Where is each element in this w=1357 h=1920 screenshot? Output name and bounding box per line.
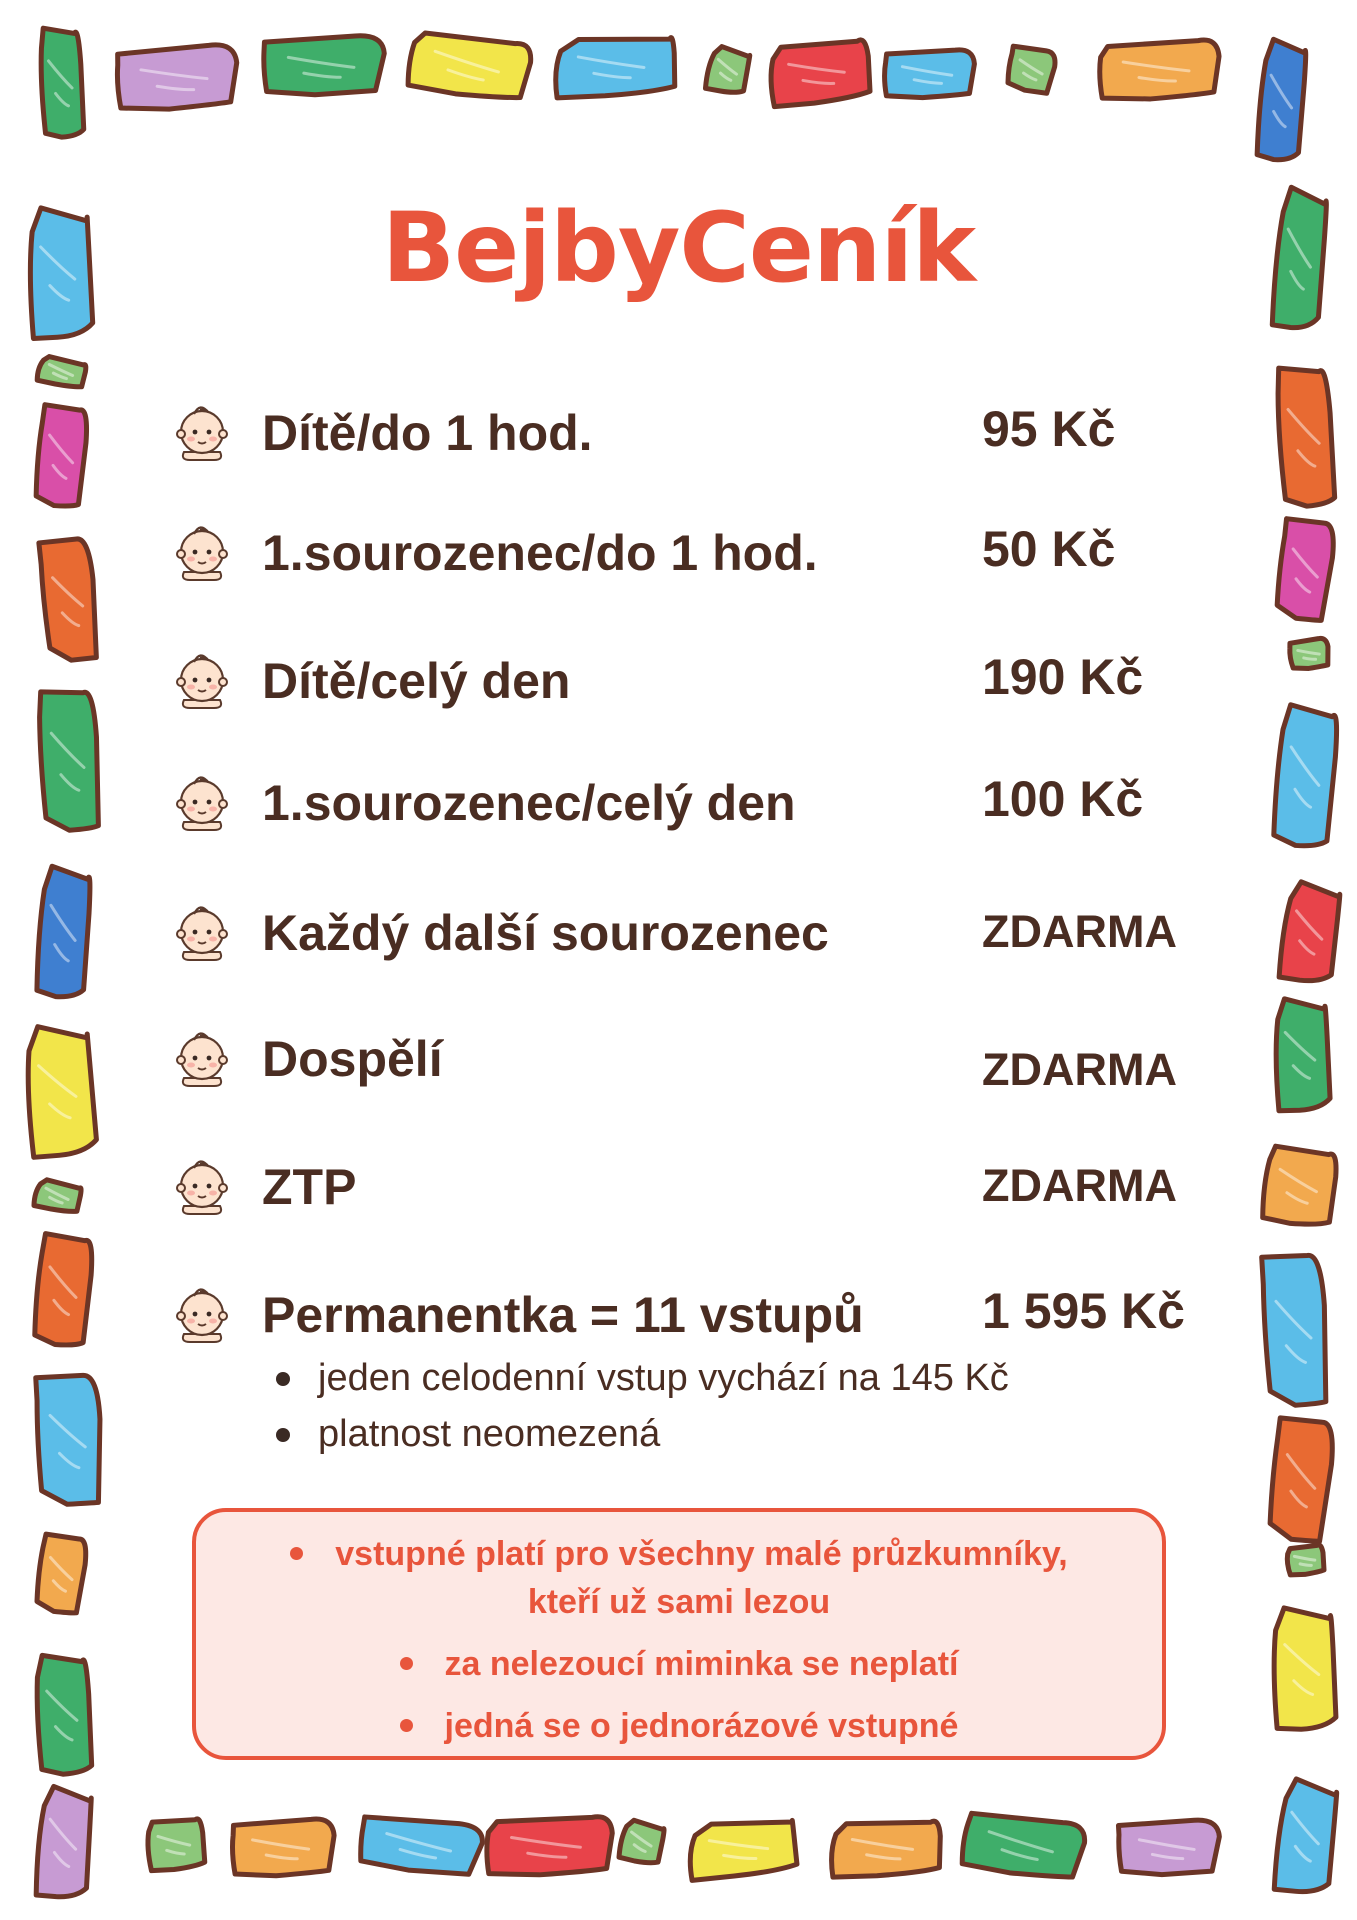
price-row-value: 95 Kč — [982, 401, 1116, 457]
bullet-icon — [276, 1428, 290, 1442]
stone-decoration — [230, 1817, 337, 1880]
list-item — [270, 1350, 1009, 1406]
stone-decoration — [1260, 1253, 1331, 1407]
stone-decoration — [36, 688, 102, 832]
price-row-label: Permanentka = 11 vstupů — [262, 1287, 864, 1343]
stone-decoration — [38, 26, 86, 139]
stone-decoration — [829, 1817, 943, 1879]
stone-decoration — [35, 404, 89, 507]
note-text: vstupné platí pro všechny malé průzkumníky, — [335, 1535, 1068, 1573]
price-row-label: 1.sourozenec/celý den — [262, 775, 796, 831]
price-row — [170, 1146, 1180, 1226]
baby-face-icon — [170, 900, 234, 964]
baby-face-icon — [170, 770, 234, 834]
stone-decoration — [485, 1814, 615, 1879]
price-row-label: ZTP — [262, 1159, 357, 1215]
stone-decoration — [407, 32, 532, 100]
price-row — [170, 892, 1180, 972]
stone-decoration — [1288, 637, 1331, 671]
stone-decoration — [359, 1817, 483, 1875]
stone-decoration — [1117, 1819, 1221, 1878]
stone-decoration — [1273, 997, 1331, 1112]
stone-decoration — [35, 1374, 105, 1505]
stone-decoration — [705, 45, 751, 95]
stone-decoration — [1256, 39, 1307, 162]
stone-decoration — [883, 48, 977, 100]
detail-text: jeden celodenní vstup vychází na 145 Kč — [318, 1357, 1009, 1399]
bullet-icon — [290, 1547, 303, 1560]
baby-face-icon — [170, 648, 234, 712]
price-row — [170, 762, 1180, 842]
stone-decoration — [1270, 1606, 1337, 1731]
detail-text: platnost neomezená — [318, 1413, 661, 1455]
stone-decoration — [1273, 704, 1339, 848]
stone-decoration — [1278, 880, 1340, 983]
price-row-value: 100 Kč — [982, 771, 1144, 827]
price-row-value: ZDARMA — [982, 906, 1177, 957]
price-row-value: ZDARMA — [982, 1044, 1177, 1095]
stone-decoration — [1268, 1418, 1335, 1543]
price-row-label: Dítě/celý den — [262, 653, 571, 709]
stone-decoration — [1285, 1543, 1326, 1577]
stone-decoration — [37, 355, 87, 389]
price-row-value: 1 595 Kč — [982, 1283, 1185, 1339]
stone-decoration — [961, 1813, 1086, 1879]
stone-decoration — [36, 866, 91, 998]
list-item — [196, 1640, 1162, 1688]
stone-decoration — [33, 1652, 94, 1775]
list-item — [196, 1702, 1162, 1750]
stone-decoration — [618, 1819, 665, 1865]
price-row-label: Dítě/do 1 hod. — [262, 405, 593, 461]
stone-decoration — [766, 35, 874, 108]
baby-face-icon — [170, 520, 234, 584]
stone-decoration — [38, 538, 101, 663]
note-text: kteří už sami lezou — [527, 1583, 831, 1621]
info-note-box — [192, 1508, 1166, 1760]
baby-face-icon — [170, 1154, 234, 1218]
stone-decoration — [1274, 1778, 1338, 1894]
price-row — [170, 392, 1180, 472]
bullet-icon — [400, 1657, 413, 1670]
stone-decoration — [1262, 1146, 1338, 1227]
price-row — [170, 640, 1180, 720]
stone-decoration — [1275, 519, 1336, 622]
price-row — [170, 512, 1180, 592]
permanentka-details — [270, 1350, 1009, 1462]
stone-decoration — [114, 42, 240, 114]
page-title: BejbyCeník — [381, 192, 976, 304]
price-row-value: 50 Kč — [982, 521, 1116, 577]
price-row-label: Každý další sourozenec — [262, 905, 829, 961]
stone-decoration — [1097, 37, 1222, 103]
stone-decoration — [553, 33, 677, 99]
list-item — [270, 1406, 1009, 1462]
price-row-value: ZDARMA — [982, 1160, 1177, 1211]
baby-face-icon — [170, 1282, 234, 1346]
price-row-label: 1.sourozenec/do 1 hod. — [262, 525, 818, 581]
stone-decoration — [144, 1815, 207, 1872]
price-row-label: Dospělí — [262, 1031, 443, 1087]
stone-decoration — [35, 1534, 88, 1614]
bullet-icon — [276, 1372, 290, 1386]
stone-decoration — [1006, 46, 1056, 94]
price-row — [170, 1274, 1185, 1354]
bullet-icon — [400, 1719, 413, 1732]
note-text: jedná se o jednorázové vstupné — [444, 1707, 959, 1745]
price-row-value: 190 Kč — [982, 649, 1144, 705]
stone-decoration — [33, 1178, 82, 1213]
stone-decoration — [686, 1816, 797, 1881]
stone-decoration — [22, 1022, 98, 1157]
baby-face-icon — [170, 400, 234, 464]
baby-face-icon — [170, 1026, 234, 1090]
stone-decoration — [262, 34, 387, 98]
stone-decoration — [34, 1233, 94, 1346]
price-row — [170, 1018, 1180, 1098]
list-item — [196, 1530, 1162, 1626]
stone-decoration — [1273, 364, 1338, 508]
stone-decoration — [36, 1786, 92, 1898]
note-text: za nelezoucí miminka se neplatí — [444, 1645, 959, 1683]
